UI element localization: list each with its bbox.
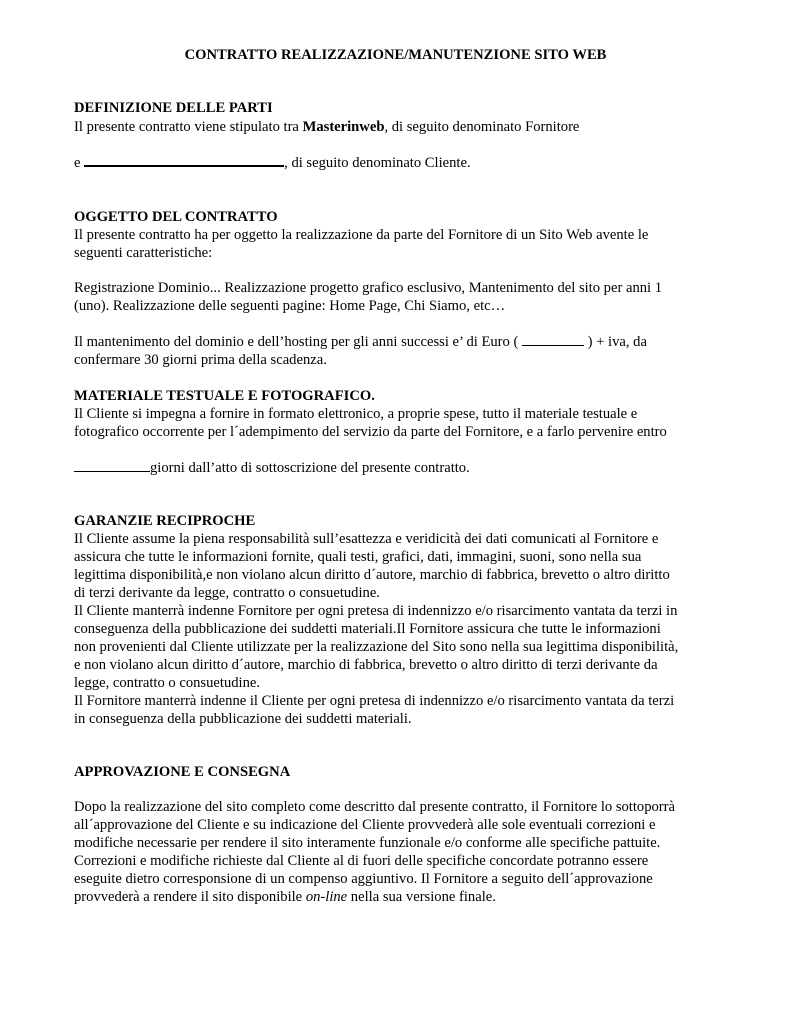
paragraph-line: eseguite dietro corresponsione di un compenso aggiuntivo. Il Fornitore a seguito dell´approvazione [74,871,653,887]
paragraph-line: modifiche necessarie per rendere il sito interamente funzionale e/o conforme alle specifiche pattuite. [74,835,661,851]
heading-oggetto-contratto: OGGETTO DEL CONTRATTO [74,209,278,225]
company-name: Masterinweb [302,119,385,135]
paragraph-line: (uno). Realizzazione delle seguenti pagine: Home Page, Chi Siamo, etc… [74,298,506,314]
delivery-days-line [74,459,470,477]
blank-client-name [84,165,284,167]
parties-line-cliente [74,154,471,172]
text-segment: , di seguito denominato Fornitore [384,119,580,135]
paragraph-line: di terzi derivante da legge, contratto o consuetudine. [74,585,380,601]
heading-materiale: MATERIALE TESTUALE E FOTOGRAFICO. [74,388,375,404]
paragraph-line: Registrazione Dominio... Realizzazione progetto grafico esclusivo, Mantenimento del sito per anni 1 [74,280,663,296]
paragraph-line: legge, contratto o consuetudine. [74,675,261,691]
paragraph-line: Il Fornitore manterrà indenne il Cliente per ogni pretesa di indennizzo e/o risarcimento vantata da terzi [74,693,675,709]
paragraph-line: conseguenza della pubblicazione dei suddetti materiali.Il Fornitore assicura che tutte le informazioni [74,621,661,637]
heading-definizione-parti: DEFINIZIONE DELLE PARTI [74,100,273,116]
text-segment: e [74,155,85,171]
heading-garanzie: GARANZIE RECIPROCHE [74,513,256,529]
blank-days [74,471,150,472]
paragraph-line: Il Cliente si impegna a fornire in formato elettronico, a proprie spese, tutto il materiale testuale e [74,406,638,422]
paragraph-line: fotografico occorrente per l´adempimento del servizio da parte del Fornitore, e a farlo pervenire entro [74,424,667,440]
paragraph-line: legittima disponibilità,e non violano alcun diritto d´autore, marchio di fabbrica, brevetto o altro diritto [74,567,670,583]
paragraph-line: in conseguenza della pubblicazione dei suddetti materiali. [74,711,412,727]
heading-approvazione: APPROVAZIONE E CONSEGNA [74,764,291,780]
text-segment: Il presente contratto viene stipulato tra [74,119,303,135]
paragraph-line: Il Cliente manterrà indenne Fornitore per ogni pretesa di indennizzo e/o risarcimento vantata da terzi in [74,603,678,619]
document-title: CONTRATTO REALIZZAZIONE/MANUTENZIONE SITO WEB [184,47,607,63]
paragraph-line: all´approvazione del Cliente e su indicazione del Cliente provvederà alle sole eventuali correzioni e [74,817,656,833]
text-segment: nella sua versione finale. [347,889,496,905]
italic-term: on-line [305,889,348,905]
text-segment: provvederà a rendere il sito disponibile [74,889,306,905]
paragraph-line: e non violano alcun diritto d´autore, marchio di fabbrica, brevetto o altro diritto di terzi derivante da [74,657,658,673]
text-segment: Il mantenimento del dominio e dell’hosting per gli anni successi e’ di Euro ( [74,334,522,350]
paragraph-line: Il presente contratto ha per oggetto la realizzazione da parte del Fornitore di un Sito Web avente le [74,227,649,243]
paragraph-line: non provenienti dal Cliente utilizzate per la realizzazione del Sito sono nella sua legittima disponibilità, [74,639,679,655]
paragraph-line: seguenti caratteristiche: [74,245,213,261]
final-line [74,888,496,906]
parties-line-fornitore [74,118,579,136]
paragraph-line: confermare 30 giorni prima della scadenza. [74,352,327,368]
paragraph-line: Il Cliente assume la piena responsabilità sull’esattezza e veridicità dei dati comunicati al Fornitore e [74,531,659,547]
paragraph-line: Dopo la realizzazione del sito completo come descritto dal presente contratto, il Fornitore lo sottoporrà [74,799,675,815]
text-segment: ) + iva, da [583,334,647,350]
blank-euro-amount [522,345,584,346]
paragraph-line: assicura che tutte le informazioni fornite, quali testi, grafici, dati, immagini, suoni, sono nella sua [74,549,642,565]
text-segment: giorni dall’atto di sottoscrizione del presente contratto. [150,460,470,476]
hosting-cost-line [74,333,647,351]
text-segment: , di seguito denominato Cliente. [284,155,471,171]
paragraph-line: Correzioni e modifiche richieste dal Cliente al di fuori delle specifiche concordate potranno essere [74,853,649,869]
